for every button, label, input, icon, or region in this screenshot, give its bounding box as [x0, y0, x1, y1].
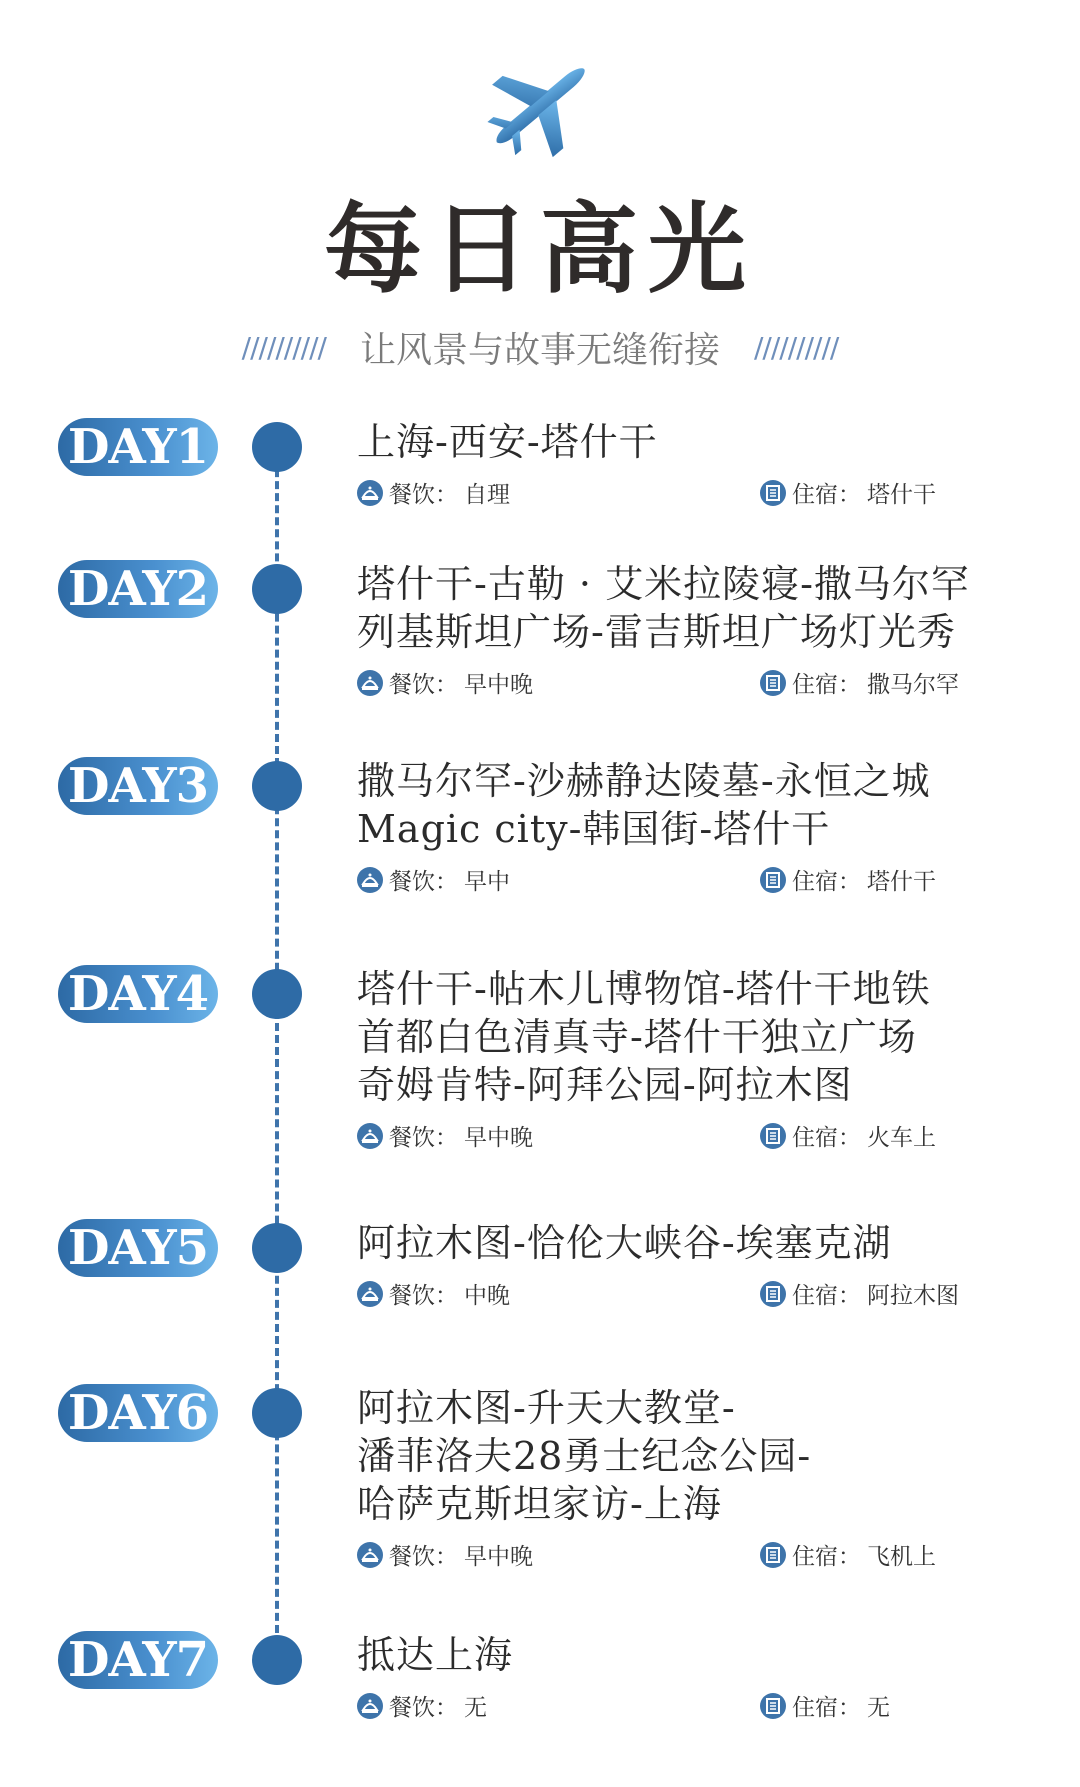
route-line: 潘菲洛夫28勇士纪念公园-	[357, 1434, 812, 1478]
day-badge: DAY4	[58, 965, 218, 1023]
meal-label: 餐饮：	[389, 482, 458, 508]
day-badge: DAY6	[58, 1384, 218, 1442]
stay-label: 住宿：	[792, 482, 861, 508]
meal-info	[357, 1538, 533, 1571]
hotel-icon	[760, 1542, 786, 1568]
day-badge: DAY2	[58, 560, 218, 618]
stay-label: 住宿：	[792, 1125, 861, 1151]
route-line: 首都白色清真寺-塔什干独立广场	[357, 1015, 917, 1059]
meal-info	[357, 476, 510, 509]
day-badge: DAY3	[58, 757, 218, 815]
meal-icon	[357, 1123, 383, 1149]
stay-label: 住宿：	[792, 1695, 861, 1721]
meal-label: 餐饮：	[389, 672, 458, 698]
stay-label: 住宿：	[792, 672, 861, 698]
stay-value: 无	[867, 1695, 890, 1721]
timeline-dot	[252, 1223, 302, 1273]
stay-value: 飞机上	[867, 1544, 936, 1570]
route-line: 奇姆肯特-阿拜公园-阿拉木图	[357, 1063, 853, 1107]
stay-info	[760, 476, 936, 509]
stay-value: 塔什干	[867, 869, 936, 895]
meal-label: 餐饮：	[389, 1125, 458, 1151]
meal-value: 早中晚	[464, 672, 533, 698]
stay-info	[760, 1689, 890, 1722]
route-text	[357, 757, 1057, 853]
route-text	[357, 418, 1057, 466]
subtitle-row	[0, 322, 1080, 372]
route-line: 抵达上海	[357, 1633, 514, 1677]
meal-label: 餐饮：	[389, 1544, 458, 1570]
timeline-dot	[252, 969, 302, 1019]
meal-icon	[357, 480, 383, 506]
meal-value: 早中晚	[464, 1544, 533, 1570]
hotel-icon	[760, 867, 786, 893]
day-badge: DAY5	[58, 1219, 218, 1277]
meal-label: 餐饮：	[389, 1283, 458, 1309]
meal-value: 自理	[464, 482, 510, 508]
stay-value: 塔什干	[867, 482, 936, 508]
route-line: 阿拉木图-升天大教堂-	[357, 1386, 736, 1430]
page-subtitle: 让风景与故事无缝衔接	[359, 329, 720, 371]
stay-value: 阿拉木图	[867, 1283, 959, 1309]
meal-label: 餐饮：	[389, 869, 458, 895]
day-badge: DAY7	[58, 1631, 218, 1689]
meal-icon	[357, 1542, 383, 1568]
route-line: Magic city-韩国街-塔什干	[357, 807, 831, 851]
hotel-icon	[760, 1281, 786, 1307]
timeline-dot	[252, 564, 302, 614]
route-line: 塔什干-古勒 · 艾米拉陵寝-撒马尔罕	[357, 562, 970, 606]
route-line: 塔什干-帖木儿博物馆-塔什干地铁	[357, 967, 931, 1011]
route-text	[357, 1384, 1057, 1528]
meal-value: 中晚	[464, 1283, 510, 1309]
stay-info	[760, 1119, 936, 1152]
route-text	[357, 560, 1057, 656]
day-badge: DAY1	[58, 418, 218, 476]
route-line: 哈萨克斯坦家访-上海	[357, 1482, 722, 1526]
decorative-slashes-right: //////////	[754, 330, 839, 364]
decorative-slashes-left: //////////	[241, 330, 326, 364]
route-line: 列基斯坦广场-雷吉斯坦广场灯光秀	[357, 610, 956, 654]
stay-label: 住宿：	[792, 1283, 861, 1309]
timeline-dot	[252, 1388, 302, 1438]
meal-info	[357, 1689, 487, 1722]
stay-info	[760, 1538, 936, 1571]
stay-info	[760, 863, 936, 896]
timeline-dot	[252, 422, 302, 472]
stay-value: 撒马尔罕	[867, 672, 959, 698]
meal-icon	[357, 670, 383, 696]
hotel-icon	[760, 1693, 786, 1719]
route-text	[357, 965, 1057, 1109]
meal-value: 无	[464, 1695, 487, 1721]
route-text	[357, 1219, 1057, 1267]
page-title: 每日高光	[323, 193, 756, 307]
meal-value: 早中晚	[464, 1125, 533, 1151]
meal-label: 餐饮：	[389, 1695, 458, 1721]
meal-info	[357, 1277, 510, 1310]
hotel-icon	[760, 480, 786, 506]
meal-icon	[357, 1281, 383, 1307]
route-line: 上海-西安-塔什干	[357, 420, 658, 464]
stay-label: 住宿：	[792, 869, 861, 895]
route-text	[357, 1631, 1057, 1679]
meal-value: 早中	[464, 869, 510, 895]
timeline-dot	[252, 1635, 302, 1685]
hotel-icon	[760, 1123, 786, 1149]
stay-value: 火车上	[867, 1125, 936, 1151]
timeline-dashed-line	[275, 445, 279, 1645]
route-line: 撒马尔罕-沙赫静达陵墓-永恒之城	[357, 759, 931, 803]
meal-info	[357, 666, 533, 699]
timeline-dot	[252, 761, 302, 811]
route-line: 阿拉木图-恰伦大峡谷-埃塞克湖	[357, 1221, 892, 1265]
airplane-icon	[480, 52, 598, 162]
meal-info	[357, 1119, 533, 1152]
meal-icon	[357, 1693, 383, 1719]
hotel-icon	[760, 670, 786, 696]
meal-icon	[357, 867, 383, 893]
stay-info	[760, 666, 959, 699]
stay-label: 住宿：	[792, 1544, 861, 1570]
stay-info	[760, 1277, 959, 1310]
meal-info	[357, 863, 510, 896]
